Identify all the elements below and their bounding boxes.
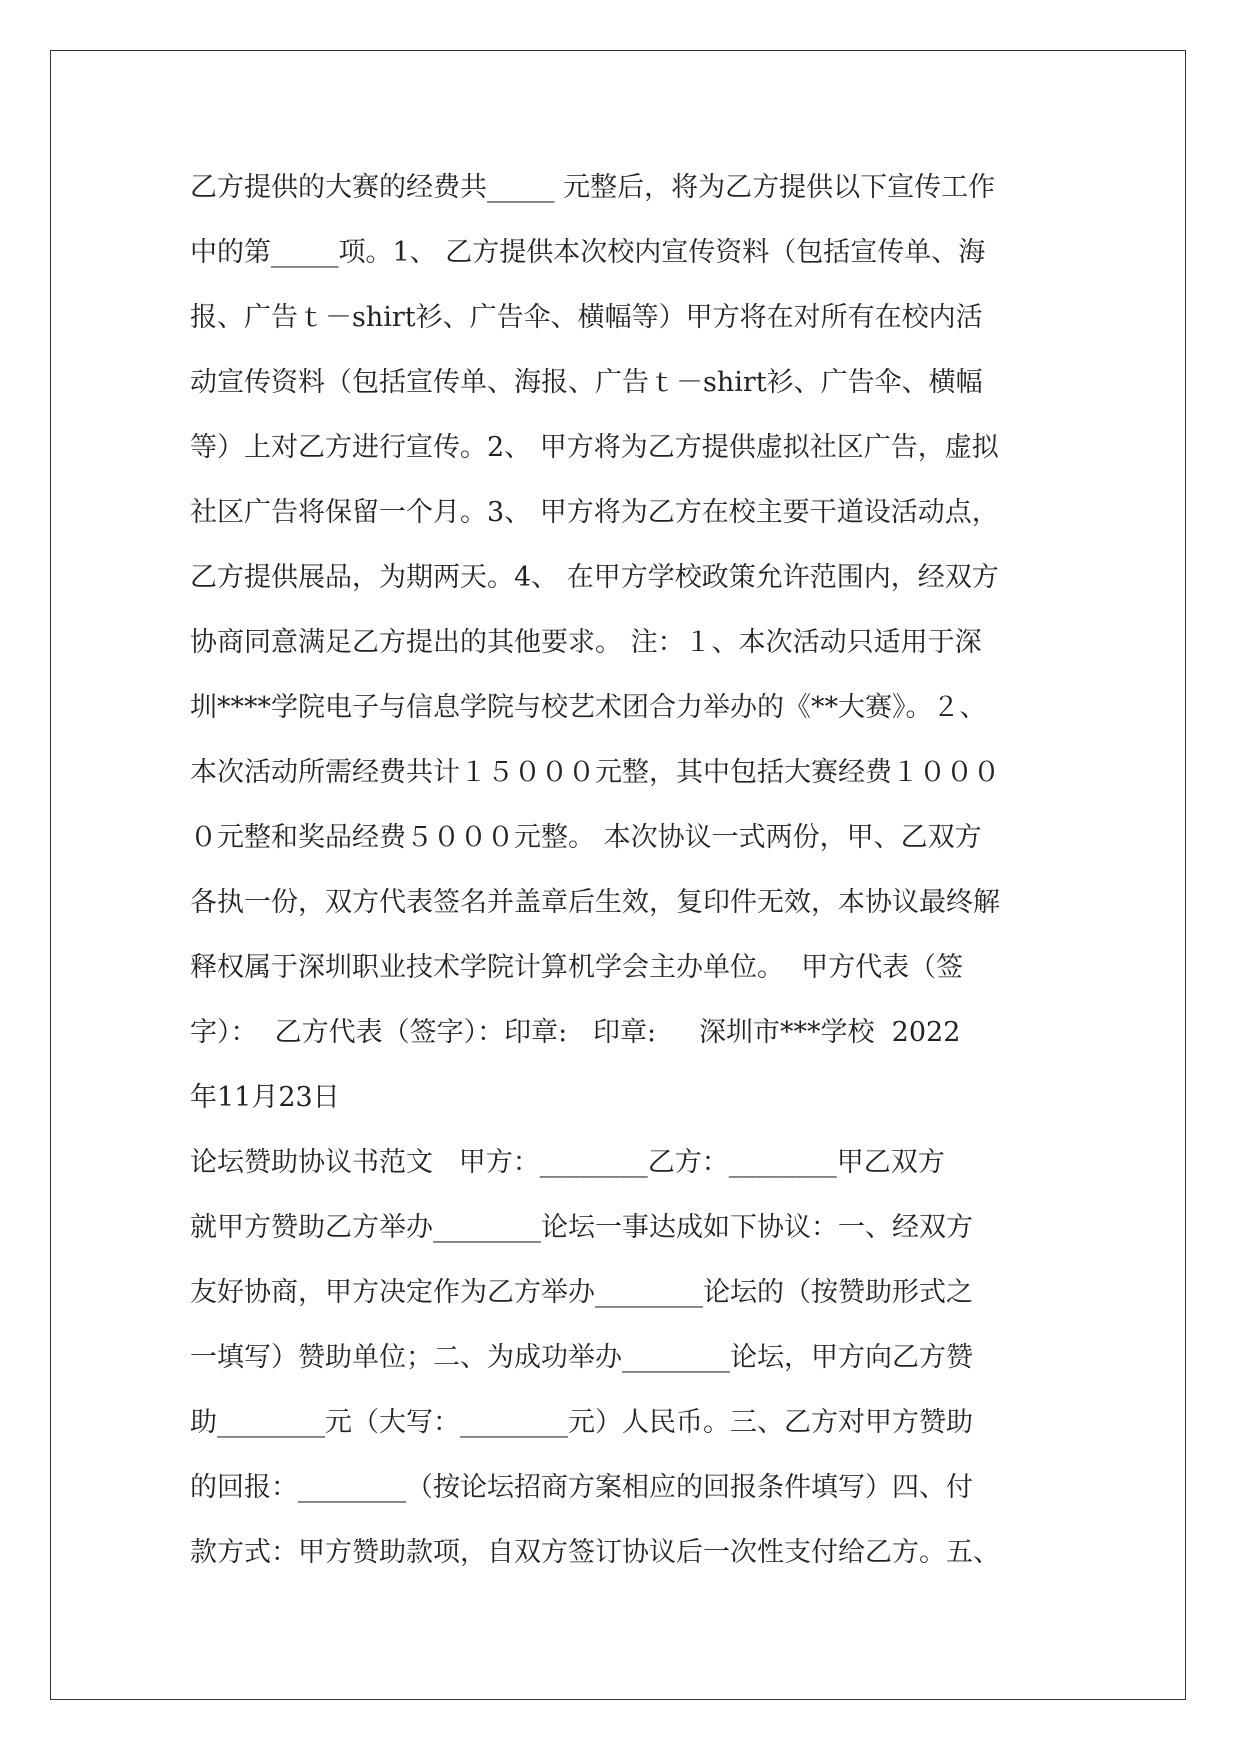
text-line: 一填写）赞助单位；二、为成功举办________论坛，甲方向乙方赞: [190, 1342, 973, 1373]
text-line: 圳****学院电子与信息学院与校艺术团合力举办的《**大赛》。２、: [190, 692, 987, 723]
text-line: 就甲方赞助乙方举办________论坛一事达成如下协议：一、经双方: [190, 1212, 973, 1243]
document-body: [190, 155, 1090, 1585]
text-line: 社区广告将保留一个月。3、 甲方将为乙方在校主要干道设活动点，: [190, 497, 999, 528]
text-line: 乙方提供的大赛的经费共_____ 元整后，将为乙方提供以下宣传工作: [190, 172, 996, 203]
text-line: ０元整和奖品经费５０００元整。 本次协议一式两份，甲、乙双方: [190, 822, 982, 853]
text-line: 年11月23日: [190, 1082, 340, 1113]
text-line: 协商同意满足乙方提出的其他要求。 注：１、本次活动只适用于深: [190, 627, 982, 658]
text-line: 助________元（大写：________元）人民币。三、乙方对甲方赞助: [190, 1407, 973, 1438]
text-line: 本次活动所需经费共计１５０００元整，其中包括大赛经费１０００: [190, 757, 1000, 788]
text-line: 论坛赞助协议书范文 甲方：________乙方：________甲乙双方: [190, 1147, 945, 1178]
text-line: 释权属于深圳职业技术学院计算机学会主办单位。 甲方代表（签: [190, 952, 964, 983]
text-line: 的回报：________（按论坛招商方案相应的回报条件填写）四、付: [190, 1472, 973, 1503]
text-line: 动宣传资料（包括宣传单、海报、广告ｔ－shirt衫、广告伞、横幅: [190, 367, 983, 398]
text-line: 字）： 乙方代表（签字）：印章: 印章: 深圳市***学校 2022: [190, 1017, 961, 1048]
text-line: 款方式：甲方赞助款项，自双方签订协议后一次性支付给乙方。五、: [190, 1537, 1000, 1568]
text-line: 报、广告ｔ－shirt衫、广告伞、横幅等）甲方将在对所有在校内活: [190, 302, 983, 333]
text-line: 等）上对乙方进行宣传。2、 甲方将为乙方提供虚拟社区广告，虚拟: [190, 432, 999, 463]
text-line: 乙方提供展品，为期两天。4、 在甲方学校政策允许范围内，经双方: [190, 562, 999, 593]
text-line: 中的第_____项。1、 乙方提供本次校内宣传资料（包括宣传单、海: [190, 237, 986, 268]
text-line: 友好协商，甲方决定作为乙方举办________论坛的（按赞助形式之: [190, 1277, 973, 1308]
text-line: 各执一份，双方代表签名并盖章后生效，复印件无效，本协议最终解: [190, 887, 1000, 918]
